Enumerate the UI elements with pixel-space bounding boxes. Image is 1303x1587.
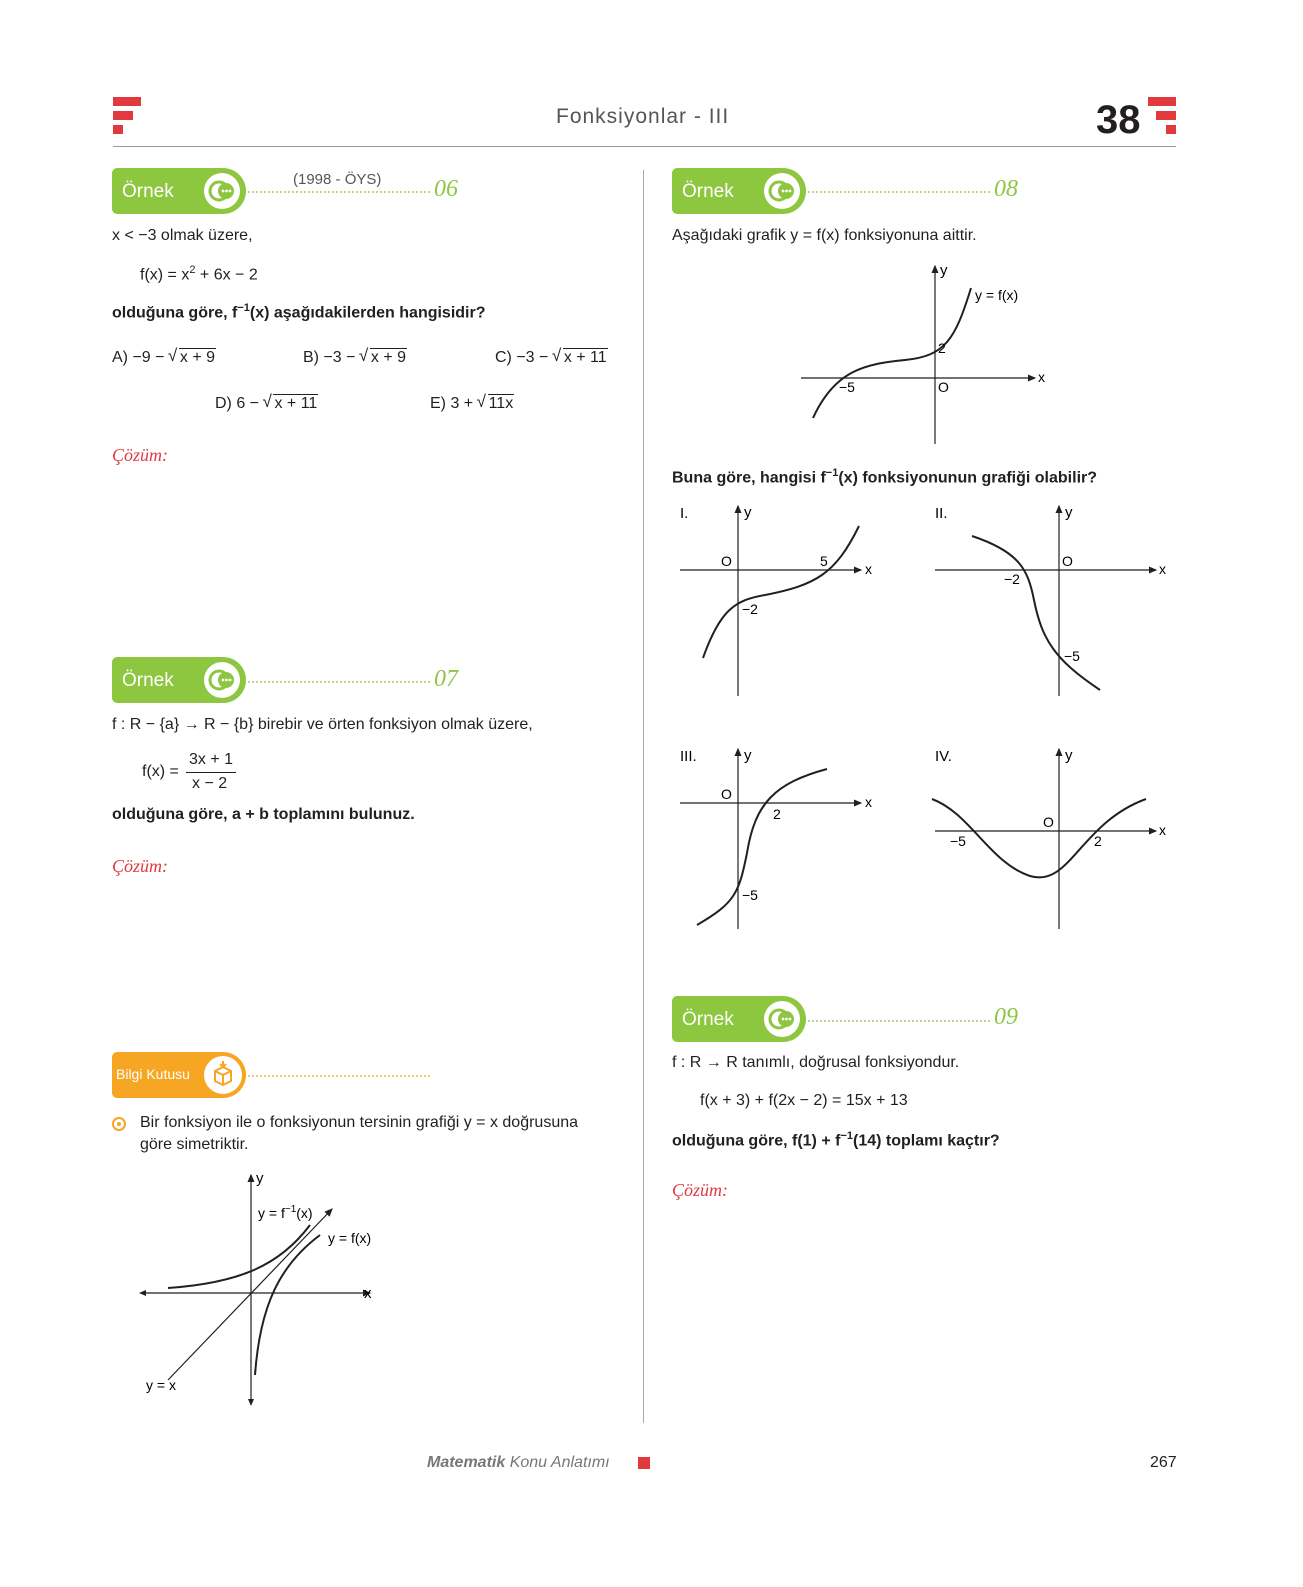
- chat-bubble-icon: [204, 173, 240, 209]
- line-label: y = x: [146, 1377, 176, 1393]
- ex07-function: f(x) = 3x + 1 x − 2: [142, 751, 262, 795]
- x-intercept-label-2: 2: [1094, 833, 1102, 849]
- example-badge-06: [112, 168, 246, 214]
- choice-graph-4[interactable]: [930, 743, 1175, 933]
- sqrt-icon: √ 11x: [478, 395, 515, 413]
- inverse-curve: [168, 1225, 310, 1288]
- chat-bubble-icon: [764, 1001, 800, 1037]
- y-axis-label: y: [744, 747, 752, 764]
- ex06-condition: x < −3 olmak üzere,: [112, 227, 253, 244]
- page-number: 267: [1150, 1454, 1177, 1471]
- option-c[interactable]: C) −3 − √ x + 11: [495, 349, 608, 367]
- x-axis-label: x: [1159, 561, 1166, 577]
- example-label: Örnek: [682, 1009, 734, 1030]
- example-number-08: 08: [994, 176, 1018, 202]
- ex07-statement: f : R − {a} → R − {b} birebir ve örten fonksiyon olmak üzere,: [112, 716, 533, 733]
- choice-graph-1[interactable]: [675, 500, 885, 700]
- example-number-07: 07: [434, 666, 458, 692]
- footer-square-icon: [638, 1457, 650, 1469]
- page-title: Fonksiyonlar - III: [556, 105, 730, 128]
- f-graph: [795, 260, 1055, 448]
- f-curve: [813, 288, 971, 418]
- header-rule: [113, 146, 1176, 147]
- y-axis-label: y: [940, 262, 948, 279]
- y-axis-label: y: [1065, 747, 1073, 764]
- header-logo-left: [113, 97, 141, 137]
- x-intercept-label: −2: [1004, 571, 1020, 587]
- y-axis-label: y: [744, 504, 752, 521]
- x-intercept-label: −5: [950, 833, 966, 849]
- fraction-bar: [186, 772, 236, 773]
- x-intercept-label: 2: [773, 806, 781, 822]
- header-logo-right: [1148, 97, 1176, 137]
- badge-dotted-line: [808, 1020, 990, 1022]
- example-label: Örnek: [682, 181, 734, 202]
- sqrt-icon: √ x + 9: [360, 349, 407, 367]
- example-number-09: 09: [994, 1004, 1018, 1030]
- inverse-label: $y = f^{-1}(x)$: [258, 1204, 313, 1221]
- example-label: Örnek: [122, 670, 174, 691]
- f-label: y = f(x): [328, 1230, 372, 1246]
- x-axis-label: x: [865, 561, 872, 577]
- example-badge-07: [112, 657, 246, 703]
- x-axis-label: x: [1038, 369, 1045, 385]
- ex08-statement: Aşağıdaki grafik y = f(x) fonksiyonuna aittir.: [672, 227, 977, 244]
- origin-label: O: [1043, 814, 1054, 830]
- ex09-question: olduğuna göre, $f(1) + f^{-1}(14)$ toplamı kaçtır?: [672, 1130, 1000, 1150]
- badge-dotted-line: [808, 191, 990, 193]
- symmetry-graph: [130, 1165, 400, 1410]
- option-e[interactable]: E) 3 + √ 11x: [430, 395, 514, 413]
- origin-label: O: [1062, 553, 1073, 569]
- origin-label: O: [721, 786, 732, 802]
- solution-label-07: Çözüm:: [112, 856, 169, 876]
- badge-dotted-line: [248, 191, 430, 193]
- bullet-icon: [112, 1117, 126, 1131]
- ex06-question: olduğuna göre, $f^{-1}(x)$ aşağıdakilerden hangisidir?: [112, 302, 486, 322]
- ex06-function: $f(x) = x^2 + 6x - 2$: [140, 264, 258, 284]
- badge-dotted-line: [248, 681, 430, 683]
- choice-graph-3[interactable]: [675, 743, 885, 933]
- origin-label: O: [938, 379, 949, 395]
- ex09-equation: f(x + 3) + f(2x − 2) = 15x + 13: [700, 1092, 908, 1109]
- x-intercept-label: 5: [820, 553, 828, 569]
- example-label: Örnek: [122, 181, 174, 202]
- sqrt-icon: √ x + 11: [553, 349, 608, 367]
- sqrt-icon: √ x + 9: [169, 349, 216, 367]
- chat-bubble-icon: [764, 173, 800, 209]
- ex09-statement: f : R → R tanımlı, doğrusal fonksiyondur.: [672, 1054, 960, 1071]
- example-badge-08: [672, 168, 806, 214]
- x-intercept-label: −5: [839, 379, 855, 395]
- y-intercept-label: 2: [938, 340, 946, 356]
- ex07-question: olduğuna göre, a + b toplamını bulunuz.: [112, 806, 415, 823]
- box-icon: [204, 1056, 242, 1094]
- curve-label: y = f(x): [975, 287, 1019, 303]
- source-note: (1998 - ÖYS): [293, 171, 382, 188]
- footer-book-title: Matematik Konu Anlatımı: [427, 1454, 610, 1471]
- column-divider: [643, 170, 644, 1423]
- option-d[interactable]: D) 6 − √ x + 11: [215, 395, 318, 413]
- info-text-line1: Bir fonksiyon ile o fonksiyonun tersinin grafiği y = x doğrusuna: [140, 1114, 579, 1131]
- chat-bubble-icon: [204, 662, 240, 698]
- line-y-equals-x: [168, 1209, 332, 1380]
- roman-label: I.: [680, 505, 689, 522]
- badge-dotted-line: [248, 1075, 430, 1077]
- roman-label: II.: [935, 505, 948, 522]
- chapter-number: 38: [1096, 98, 1141, 142]
- x-axis-label: x: [364, 1285, 372, 1302]
- y-intercept-label: −2: [742, 601, 758, 617]
- solution-label-06: Çözüm:: [112, 445, 169, 465]
- x-axis-label: x: [865, 794, 872, 810]
- info-box-title: Bilgi Kutusu: [116, 1066, 190, 1082]
- option-b[interactable]: B) −3 − √ x + 9: [303, 349, 407, 367]
- info-text-line2: göre simetriktir.: [140, 1136, 249, 1153]
- y-axis-label: y: [1065, 504, 1073, 521]
- y-axis-label: y: [256, 1170, 264, 1187]
- y-intercept-label: −5: [1064, 648, 1080, 664]
- sqrt-icon: √ x + 11: [263, 395, 318, 413]
- choice-graph-2[interactable]: [930, 500, 1175, 700]
- solution-label-09: Çözüm:: [672, 1180, 729, 1200]
- example-badge-09: [672, 996, 806, 1042]
- example-number-06: 06: [434, 176, 458, 202]
- info-box-badge: [112, 1052, 246, 1098]
- option-a[interactable]: A) −9 − √ x + 9: [112, 349, 216, 367]
- ex08-question: Buna göre, hangisi $f^{-1}(x)$ fonksiyonunun grafiği olabilir?: [672, 467, 1098, 487]
- origin-label: O: [721, 553, 732, 569]
- roman-label: III.: [680, 748, 697, 765]
- x-axis-label: x: [1159, 822, 1166, 838]
- roman-label: IV.: [935, 748, 952, 765]
- y-intercept-label: −5: [742, 887, 758, 903]
